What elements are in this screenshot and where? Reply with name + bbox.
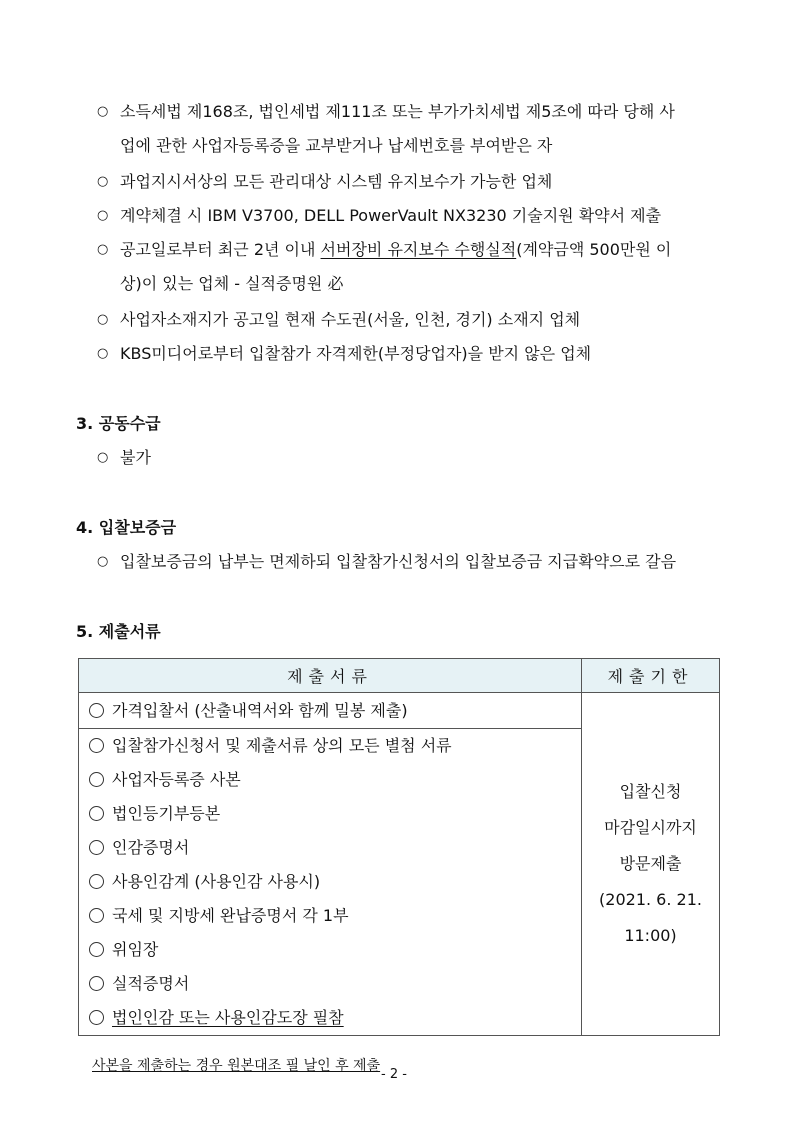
- document-item: [79, 831, 581, 865]
- bullet-icon: ○: [97, 208, 109, 223]
- bullet-icon: ○: [97, 312, 109, 327]
- bullet-icon: ○: [97, 242, 109, 257]
- bullet-icon: ○: [97, 450, 109, 465]
- qualification-item-4-post: (계약금액 500만원 이: [516, 240, 672, 259]
- section-4-title: 4. 입찰보증금: [76, 518, 177, 537]
- deadline-line: 마감일시까지: [604, 818, 697, 837]
- circle-bullet-icon: [89, 772, 104, 787]
- qualification-item-3: 계약체결 시 IBM V3700, DELL PowerVault NX3230 기술지원 확약서 제출: [120, 206, 662, 225]
- document-item: [79, 797, 581, 831]
- qualification-item-4-line-1: [120, 240, 671, 260]
- circle-bullet-icon: [89, 942, 104, 957]
- qualification-item-1-line-2: 업에 관한 사업자등록증을 교부받거나 납세번호를 부여받은 자: [120, 136, 553, 155]
- qualification-item-6: KBS미디어로부터 입찰참가 자격제한(부정당업자)을 받지 않은 업체: [120, 344, 592, 363]
- qualification-item-4-line-2: 상)이 있는 업체 - 실적증명원 必: [120, 274, 344, 293]
- circle-bullet-icon: [89, 874, 104, 889]
- bullet-icon: ○: [97, 346, 109, 361]
- circle-bullet-icon: [89, 908, 104, 923]
- header-deadline: 제출기한: [582, 659, 720, 693]
- qualification-item-1-line-1: 소득세법 제168조, 법인세법 제111조 또는 부가가치세법 제5조에 따라 당해 사: [120, 102, 675, 121]
- document-item-label: 법인인감 또는 사용인감도장 필참: [112, 1008, 344, 1027]
- page-number: - 2 -: [381, 1067, 407, 1082]
- circle-bullet-icon: [89, 806, 104, 821]
- document-item: [79, 763, 581, 797]
- document-item-label: 법인등기부등본: [112, 804, 221, 823]
- bullet-icon: ○: [97, 174, 109, 189]
- document-item: [79, 693, 581, 728]
- circle-bullet-icon: [89, 1010, 104, 1025]
- deadline-line: (2021. 6. 21.: [599, 890, 702, 909]
- section-5-title: 5. 제출서류: [76, 622, 161, 641]
- circle-bullet-icon: [89, 738, 104, 753]
- qualification-item-2: 과업지시서상의 모든 관리대상 시스템 유지보수가 가능한 업체: [120, 172, 553, 191]
- deadline-line: 방문제출: [619, 854, 682, 873]
- bullet-icon: ○: [97, 104, 109, 119]
- document-item-label: 사업자등록증 사본: [112, 770, 241, 789]
- circle-bullet-icon: [89, 976, 104, 991]
- deadline-line: 입찰신청: [619, 782, 682, 801]
- document-item-label: 실적증명서: [112, 974, 190, 993]
- document-cell-price-bid: [79, 693, 582, 729]
- bullet-icon: ○: [97, 554, 109, 569]
- qualification-item-4-pre: 공고일로부터 최근 2년 이내: [120, 240, 321, 259]
- document-item: [79, 933, 581, 967]
- document-item: [79, 1001, 581, 1035]
- document-item-label: 인감증명서: [112, 838, 190, 857]
- document-item: [79, 967, 581, 1001]
- section-3-title: 3. 공동수급: [76, 414, 161, 433]
- section-3-item: 불가: [120, 448, 151, 467]
- document-item-label: 사용인감계 (사용인감 사용시): [112, 872, 321, 891]
- document-item: [79, 729, 581, 763]
- deadline-cell: [582, 693, 720, 1036]
- document-item-label: 위임장: [112, 940, 159, 959]
- qualification-item-5: 사업자소재지가 공고일 현재 수도권(서울, 인천, 경기) 소재지 업체: [120, 310, 581, 329]
- qualification-item-4-underlined: 서버장비 유지보수 수행실적: [320, 240, 517, 259]
- section-4-item: 입찰보증금의 납부는 면제하되 입찰참가신청서의 입찰보증금 지급확약으로 갈음: [120, 552, 677, 571]
- document-item: [79, 865, 581, 899]
- document-cell-list: [79, 729, 582, 1036]
- document-item-label: 가격입찰서 (산출내역서와 함께 밀봉 제출): [112, 701, 408, 720]
- document-item-label: 국세 및 지방세 완납증명서 각 1부: [112, 906, 349, 925]
- document-item-label: 입찰참가신청서 및 제출서류 상의 모든 별첨 서류: [112, 736, 452, 755]
- circle-bullet-icon: [89, 703, 104, 718]
- header-documents: 제출서류: [79, 659, 582, 693]
- deadline-line: 11:00): [624, 926, 677, 945]
- documents-table: [78, 658, 720, 1036]
- circle-bullet-icon: [89, 840, 104, 855]
- document-item: [79, 899, 581, 933]
- footnote: 사본을 제출하는 경우 원본대조 필 날인 후 제출: [92, 1058, 381, 1074]
